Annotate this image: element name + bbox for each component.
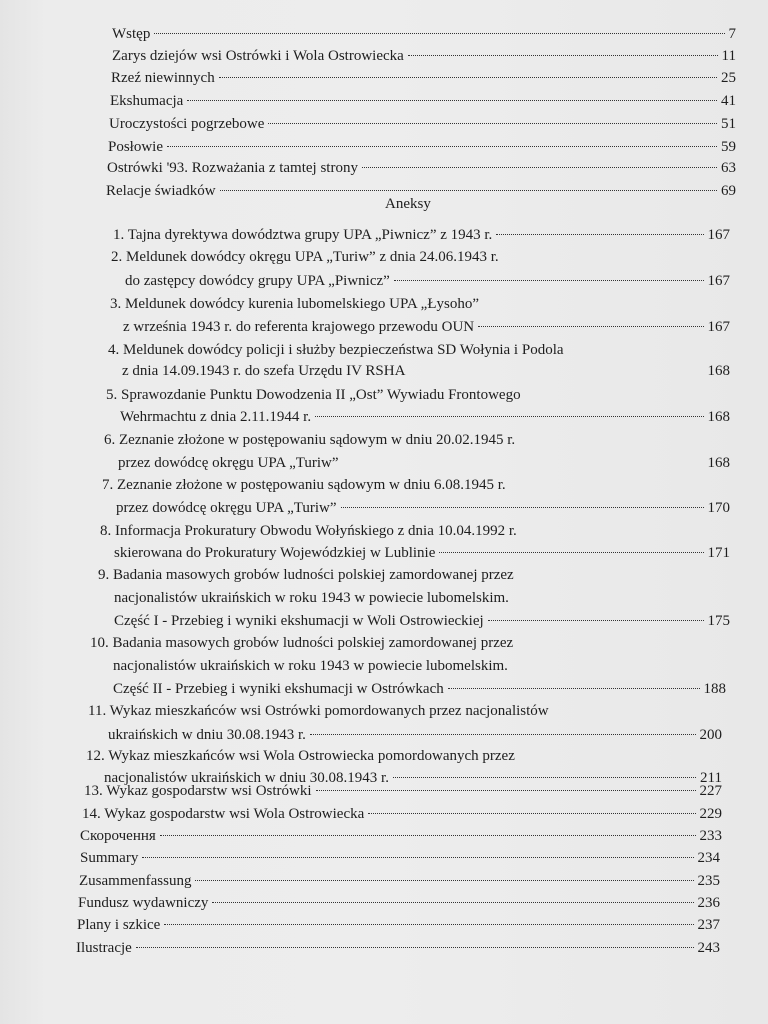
toc-entry[interactable] — [79, 871, 720, 891]
annex-entry[interactable]: skierowana do Prokuratury Wojewódzkiej w Lublinie 171 — [114, 545, 730, 561]
annex-entry-page: 167 — [707, 227, 730, 243]
toc-entry-title: Rzeź niewinnych — [111, 70, 215, 86]
annex-entry[interactable]: do zastępcy dowódcy grupy UPA „Piwnicz” 167 — [125, 273, 730, 289]
toc-entry[interactable] — [108, 137, 736, 157]
toc-entry-page: 235 — [697, 873, 720, 889]
toc-entry[interactable] — [80, 826, 722, 846]
toc-entry[interactable] — [76, 938, 720, 958]
annex-entry-page: 168 — [707, 455, 730, 471]
toc-entry-page: 236 — [697, 895, 720, 911]
annex-entry[interactable]: z września 1943 r. do referenta krajowego przewodu OUN 167 — [123, 319, 730, 335]
toc-entry-title: Wstęp — [112, 26, 151, 42]
toc-entry-title: Fundusz wydawniczy — [78, 895, 209, 911]
annex-entry[interactable]: nacjonalistów ukraińskich w dniu 30.08.1943 r. 211 — [104, 770, 722, 786]
annex-entry[interactable]: 1. Tajna dyrektywa dowództwa grupy UPA „Piwnicz” z 1943 r. 167 — [113, 227, 730, 243]
annex-entry[interactable]: przez dowódcę okręgu UPA „Turiw” 168 — [118, 455, 730, 471]
annex-entry[interactable]: przez dowódcę okręgu UPA „Turiw” 170 — [116, 500, 730, 516]
annex-entry-line: 5. Sprawozdanie Punktu Dowodzenia II „Ost” Wywiadu Frontowego — [106, 387, 521, 403]
annex-entry-line: 4. Meldunek dowódcy policji i służby bezpieczeństwa SD Wołynia i Podola — [108, 342, 564, 358]
annex-entry-page: 227 — [699, 783, 722, 799]
annex-entry[interactable]: z dnia 14.09.1943 r. do szefa Urzędu IV RSHA 168 — [122, 363, 730, 379]
toc-entry[interactable] — [111, 68, 736, 88]
toc-entry[interactable] — [80, 848, 720, 868]
annex-entry-page: 168 — [707, 363, 730, 379]
annex-entry[interactable]: Część I - Przebieg i wyniki ekshumacji w Woli Ostrowieckiej 175 — [114, 613, 730, 629]
annex-entry-line: 2. Meldunek dowódcy okręgu UPA „Turiw” z dnia 24.06.1943 r. — [111, 249, 499, 265]
toc-entry-page: 7 — [728, 26, 736, 42]
toc-entry-page: 243 — [697, 940, 720, 956]
annex-entry-page: 170 — [707, 500, 730, 516]
annex-entry-page: 167 — [707, 273, 730, 289]
annex-entry-line: 7. Zeznanie złożone w postępowaniu sądowym w dniu 6.08.1945 r. — [102, 477, 506, 493]
annex-entry-line: 12. Wykaz mieszkańców wsi Wola Ostrowiecka pomordowanych przez — [86, 748, 515, 764]
toc-entry-page: 237 — [697, 917, 720, 933]
annex-entry-line: 8. Informacja Prokuratury Obwodu Wołyńskiego z dnia 10.04.1992 r. — [100, 523, 517, 539]
toc-entry-page: 59 — [721, 139, 736, 155]
annex-heading: Aneksy — [385, 196, 431, 212]
annex-entry-line: 6. Zeznanie złożone w postępowaniu sądowym w dniu 20.02.1945 r. — [104, 432, 516, 448]
toc-entry-title: Posłowie — [108, 139, 164, 155]
toc-entry-title: Uroczystości pogrzebowe — [109, 116, 265, 132]
toc-entry-title: Ostrówki '93. Rozważania z tamtej strony — [107, 160, 358, 176]
annex-entry-page: 211 — [700, 770, 722, 786]
toc-entry-page: 11 — [721, 48, 736, 64]
annex-entry-page: 200 — [699, 727, 722, 743]
toc-entry-title: Ekshumacja — [110, 93, 184, 109]
annex-entry[interactable]: 14. Wykaz gospodarstw wsi Wola Ostrowiecka 229 — [82, 806, 722, 822]
toc-entry[interactable] — [78, 893, 720, 913]
annex-entry[interactable]: Część II - Przebieg i wyniki ekshumacji w Ostrówkach 188 — [113, 681, 726, 697]
toc-entry-page: 69 — [721, 183, 736, 199]
annex-entry-page: 229 — [699, 806, 722, 822]
toc-entry-title: Plany i szkice — [77, 917, 161, 933]
annex-entry-line: 10. Badania masowych grobów ludności polskiej zamordowanej przez — [90, 635, 514, 651]
annex-entry[interactable]: Wehrmachtu z dnia 2.11.1944 r. 168 — [120, 409, 730, 425]
toc-entry-title: Zarys dziejów wsi Ostrówki i Wola Ostrowiecka — [112, 48, 404, 64]
annex-entry[interactable]: ukraińskich w dniu 30.08.1943 r. 200 — [108, 727, 722, 743]
annex-entry-line: nacjonalistów ukraińskich w roku 1943 w powiecie lubomelskim. — [113, 658, 508, 674]
annex-entry[interactable]: 13. Wykaz gospodarstw wsi Ostrówki 227 — [84, 783, 722, 799]
toc-entry[interactable] — [109, 114, 736, 134]
toc-entry-title: Скорочення — [80, 828, 156, 844]
toc-entry-title: Summary — [80, 850, 139, 866]
annex-entry-page: 175 — [707, 613, 730, 629]
annex-entry-line: nacjonalistów ukraińskich w roku 1943 w powiecie lubomelskim. — [114, 590, 509, 606]
toc-entry-page: 63 — [721, 160, 736, 176]
annex-entry-page: 188 — [703, 681, 726, 697]
annex-entry-line: 9. Badania masowych grobów ludności polskiej zamordowanej przez — [98, 567, 514, 583]
annex-entry-page: 167 — [707, 319, 730, 335]
annex-entry-line: 3. Meldunek dowódcy kurenia lubomelskiego UPA „Łysoho” — [110, 296, 479, 312]
toc-entry[interactable] — [112, 46, 736, 66]
toc-entry[interactable] — [112, 24, 736, 44]
toc-entry-title: Ilustracje — [76, 940, 132, 956]
toc-entry[interactable] — [110, 91, 736, 111]
toc-entry-page: 51 — [721, 116, 736, 132]
annex-entry-page: 168 — [707, 409, 730, 425]
annex-entry-page: 171 — [707, 545, 730, 561]
toc-entry-page: 25 — [721, 70, 736, 86]
toc-entry-page: 233 — [699, 828, 722, 844]
toc-entry-title: Relacje świadków — [106, 183, 216, 199]
toc-entry-page: 234 — [697, 850, 720, 866]
annex-entry-line: 11. Wykaz mieszkańców wsi Ostrówki pomordowanych przez nacjonalistów — [88, 703, 549, 719]
toc-entry-page: 41 — [721, 93, 736, 109]
toc-entry[interactable] — [107, 158, 736, 178]
toc-entry-title: Zusammenfassung — [79, 873, 192, 889]
toc-entry[interactable] — [77, 915, 720, 935]
